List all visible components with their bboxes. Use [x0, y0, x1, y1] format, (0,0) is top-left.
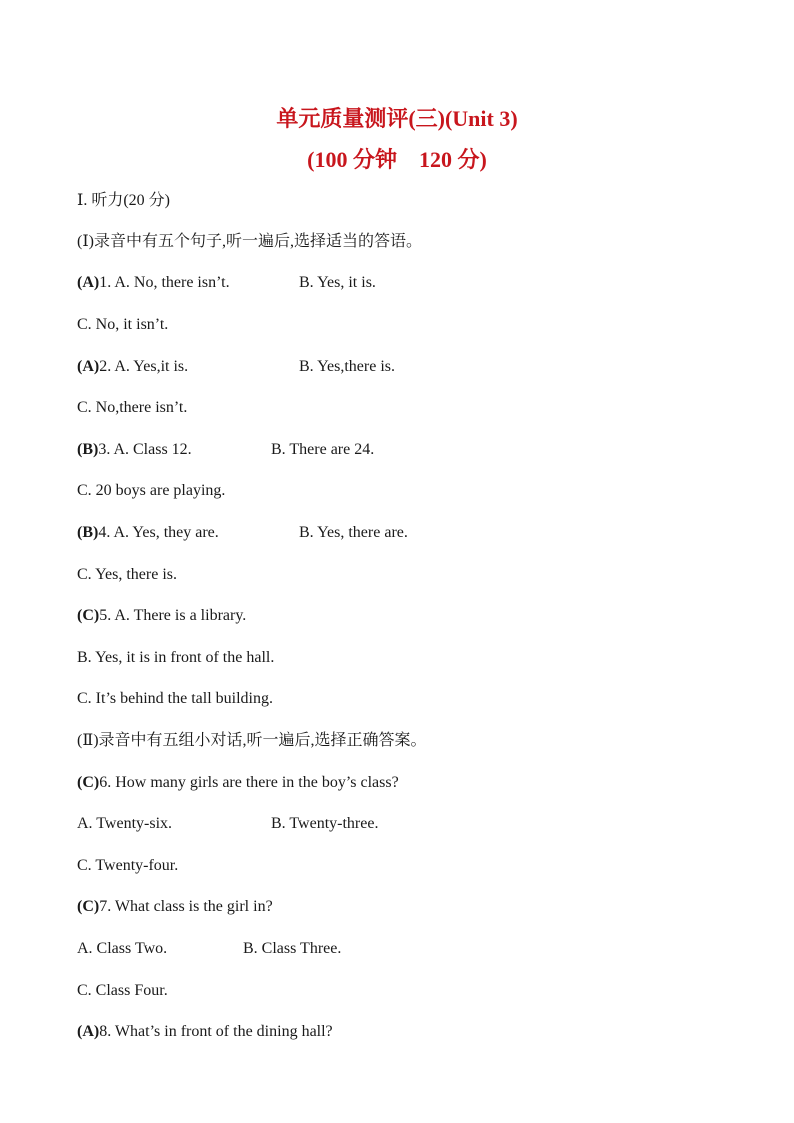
option-c: C. No,there isn’t. — [77, 399, 188, 416]
answer-key: (A) — [77, 1023, 100, 1040]
question-5 — [77, 606, 246, 626]
options-row — [77, 939, 342, 959]
question-1 — [77, 273, 376, 293]
option-c: C. 20 boys are playing. — [77, 482, 226, 499]
option-b: B. Class Three. — [243, 940, 342, 957]
question-stem: 8. What’s in front of the dining hall? — [99, 1023, 333, 1040]
answer-key: (C) — [77, 607, 100, 624]
answer-key: (A) — [77, 274, 100, 291]
option-c: C. Class Four. — [77, 982, 168, 999]
question-stem: 3. A. Class 12. — [98, 441, 192, 458]
option-a: A. Twenty-six. — [77, 815, 173, 832]
option-b: B. There are 24. — [271, 441, 375, 458]
question-stem: 7. What class is the girl in? — [99, 898, 273, 915]
option-b: B. Yes, there are. — [299, 524, 408, 541]
option-b: B. Yes, it is. — [299, 274, 376, 291]
answer-key: (A) — [77, 358, 100, 375]
option-b: B. Yes, it is in front of the hall. — [77, 649, 275, 666]
option-c: C. It’s behind the tall building. — [77, 690, 273, 707]
option-a: A. Class Two. — [77, 940, 168, 957]
page-subtitle: (100 分钟 120 分) — [307, 147, 487, 172]
answer-key: (B) — [77, 524, 99, 541]
option-c: C. No, it isn’t. — [77, 316, 169, 333]
option-c: C. Twenty-four. — [77, 857, 179, 874]
section-heading: Ⅰ. 听力(20 分) — [77, 192, 170, 209]
answer-key: (C) — [77, 774, 100, 791]
question-3 — [77, 440, 375, 460]
question-7 — [77, 897, 273, 917]
option-c: C. Yes, there is. — [77, 566, 178, 583]
question-stem: 1. A. No, there isn’t. — [99, 274, 230, 291]
option-b: B. Yes,there is. — [299, 358, 396, 375]
question-stem: 6. How many girls are there in the boy’s class? — [99, 774, 399, 791]
part2-instruction: (Ⅱ)录音中有五组小对话,听一遍后,选择正确答案。 — [77, 732, 427, 749]
question-4 — [77, 523, 408, 543]
answer-key: (C) — [77, 898, 100, 915]
answer-key: (B) — [77, 441, 99, 458]
question-8 — [77, 1022, 333, 1042]
options-row — [77, 814, 379, 834]
option-b: B. Twenty-three. — [271, 815, 379, 832]
question-6 — [77, 773, 399, 793]
question-2 — [77, 357, 396, 377]
part1-instruction: (Ⅰ)录音中有五个句子,听一遍后,选择适当的答语。 — [77, 233, 422, 250]
question-stem: 2. A. Yes,it is. — [99, 358, 189, 375]
question-stem: 5. A. There is a library. — [99, 607, 247, 624]
page-title: 单元质量测评(三)(Unit 3) — [276, 106, 518, 131]
question-stem: 4. A. Yes, they are. — [98, 524, 219, 541]
